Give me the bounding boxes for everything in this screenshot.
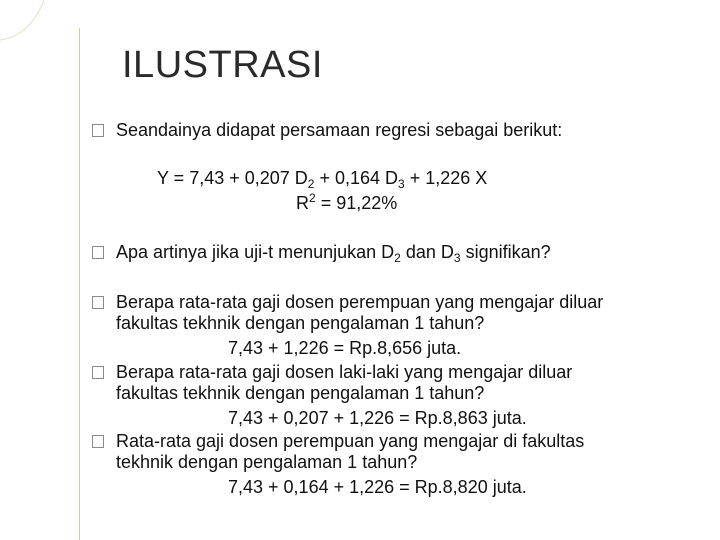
intro-text: Seandainya didapat persamaan regresi sebagai berikut: [116,120,563,140]
slide-title: ILUSTRASI [122,44,323,86]
decorative-corner-arc [0,0,56,56]
r-squared-superscript: 2 [309,191,316,205]
r-squared-symbol: R [296,193,309,213]
list-item-line: fakultas tekhnik dengan pengalaman 1 tahun? [116,313,485,333]
list-item-answer: 7,43 + 0,207 + 1,226 = Rp.8,863 juta. [228,408,527,428]
question-subscript: 3 [453,251,461,265]
bullet-icon [92,366,104,379]
bullet-icon [92,435,104,448]
equation-part: + 1,226 X [404,168,488,188]
list-item-answer: 7,43 + 1,226 = Rp.8,656 juta. [228,338,462,358]
decorative-vertical-line [79,28,80,540]
bullet-icon [92,246,104,259]
question-part: dan D [400,242,454,262]
r-squared-value: = 91,22% [315,193,398,213]
list-item-answer: 7,43 + 0,164 + 1,226 = Rp.8,820 juta. [228,477,527,497]
question-part: Apa artinya jika uji-t menunjukan D [116,242,395,262]
bullet-icon [92,124,104,137]
equation-subscript: 3 [398,177,405,191]
list-item-line: tekhnik dengan pengalaman 1 tahun? [116,452,418,472]
question-text [116,242,551,265]
equation-part: + 0,164 D [314,168,399,188]
list-item-line: fakultas tekhnik dengan pengalaman 1 tahun? [116,383,485,403]
regression-equation [157,168,488,191]
question-subscript: 2 [394,251,401,265]
bullet-icon [92,296,104,309]
equation-subscript: 2 [307,177,315,191]
equation-part: Y = 7,43 + 0,207 D [157,168,308,188]
list-item-line: Berapa rata-rata gaji dosen laki-laki yang mengajar diluar [116,362,573,382]
list-item-line: Berapa rata-rata gaji dosen perempuan yang mengajar diluar [116,292,604,312]
r-squared [296,193,397,213]
question-part: signifikan? [460,242,551,262]
list-item-line: Rata-rata gaji dosen perempuan yang mengajar di fakultas [116,431,585,451]
